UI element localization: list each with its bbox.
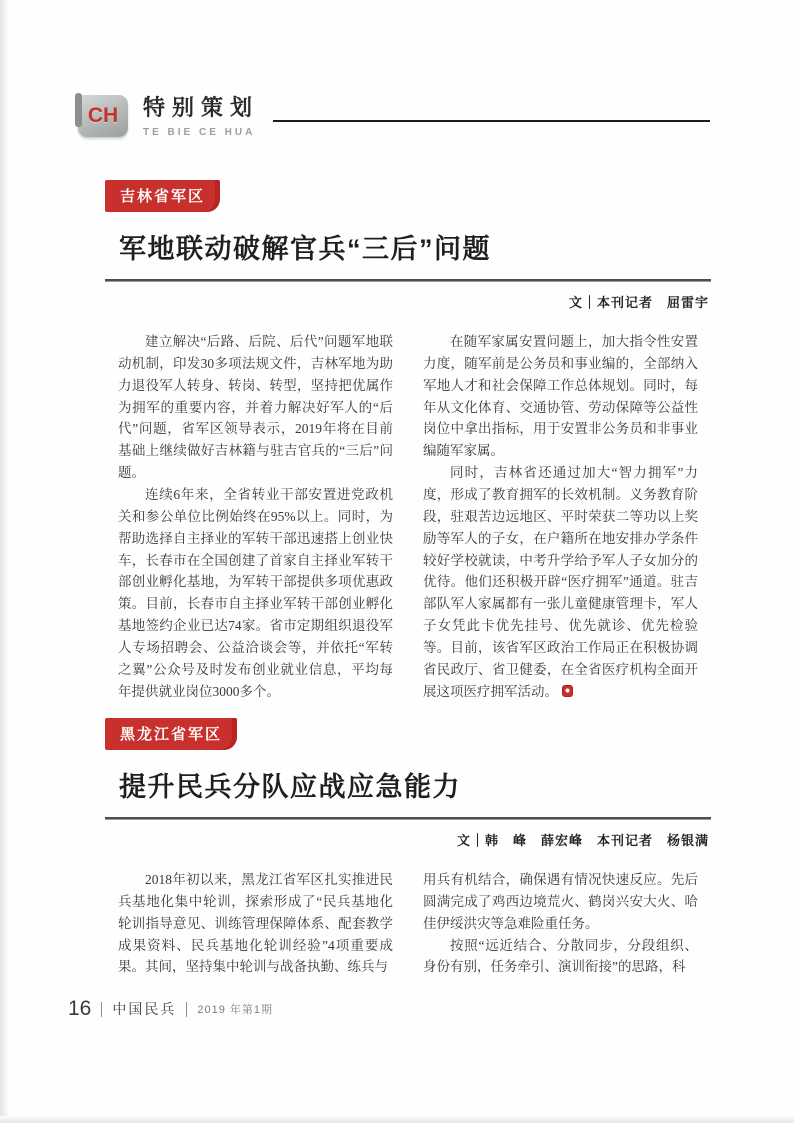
article-jilin [105, 180, 711, 703]
article-title: 提升民兵分队应战应急能力 [119, 772, 461, 802]
footer-divider [101, 1002, 102, 1017]
section-subtitle: TE BIE CE HUA [143, 127, 256, 139]
paragraph: 2018年初以来，黑龙江省军区扎实推进民兵基地化集中轮训，探索形成了“民兵基地化轮训指导意见、训练管理保障体系、配套教学成果资料、民兵基地化轮训经验”4项重要成果。其间，坚持集中轮训与战备执勤、练兵与 [118, 872, 393, 975]
title-divider [105, 817, 711, 820]
header-rule-line [273, 120, 710, 122]
page-number: 16 [68, 997, 92, 1020]
paragraph: 在随军家属安置问题上，加大指令性安置力度，随军前是公务员和事业编的，全部纳入军地人才和社会保障工作总体规划。同时，每年从文化体育、交通协管、劳动保障等公益性岗位中拿出指标，用于安置非公务员和非事业编随军家属。 [423, 334, 698, 459]
region-badge: 吉林省军区 [105, 180, 220, 212]
article2-column-left [118, 869, 393, 978]
section-header-text [143, 95, 259, 138]
paragraph: 建立解决“后路、后院、后代”问题军地联动机制，印发30多项法规文件，吉林军地为助力退役军人转身、转岗、转型，坚持把优属作为拥军的重要内容，并着力解决好军人的“后代”问题，省军区领导表示，2019年将在目前基础上继续做好吉林籍与驻吉官兵的“三后”问题。 [118, 334, 393, 481]
paragraph: 按照“远近结合、分散同步，分段组织、身份有别，任务牵引、演训衔接”的思路，科 [423, 937, 698, 975]
article-title: 军地联动破解官兵“三后”问题 [119, 234, 491, 264]
article1-column-right [423, 331, 698, 703]
logo-text: CH [87, 104, 119, 127]
article1-column-left [118, 331, 393, 703]
issue-label: 2019 年第1期 [197, 1004, 274, 1016]
paragraph-text: 同时，吉林省还通过加大“智力拥军”力度，形成了教育拥军的长效机制。义务教育阶段，驻艰苦边远地区、平时荣获二等功以上奖励等军人的子女，在户籍所在地安排办学条件较好学校就读，中考升学给予军人子女加分的优待。他们还积极开辟“医疗拥军”通道。驻吉部队军人家属都有一张儿童健康管理卡，军人子女凭此卡优先挂号、优先就诊、优先检验等。目前，该省军区政治工作局正在积极协调省民政厅、省卫健委，在全省医疗机构全面开展这项医疗拥军活动。 [423, 465, 698, 699]
paragraph: 用兵有机结合，确保遇有情况快速反应。先后圆满完成了鸡西边境荒火、鹤岗兴安大火、哈佳伊绥洪灾等急难险重任务。 [423, 872, 698, 931]
region-badge: 黑龙江省军区 [105, 718, 237, 750]
page-footer [68, 997, 273, 1021]
magazine-logo [78, 95, 128, 137]
section-title: 特别策划 [143, 95, 260, 120]
article-heilongjiang [105, 718, 711, 978]
article2-column-right [423, 869, 698, 978]
paragraph [423, 462, 698, 702]
article-body [105, 869, 711, 978]
section-header [78, 95, 710, 138]
article-end-icon [562, 685, 573, 697]
magazine-name: 中国民兵 [112, 1001, 177, 1017]
footer-divider [186, 1002, 187, 1017]
paragraph: 连续6年来，全省转业干部安置进党政机关和参公单位比例始终在95%以上。同时，为帮助选择自主择业的军转干部迅速搭上创业快车，长春市在全国创建了首家自主择业军转干部创业孵化基地，为军转干部提供多项优惠政策。目前，长春市自主择业军转干部创业孵化基地签约企业已达74家。省市定期组织退役军人专场招聘会、公益洽谈会等，并依托“军转之翼”公众号及时发布创业就业信息，平均每年提供就业岗位3000多个。 [118, 487, 393, 699]
byline: 文｜本刊记者 屈雷宇 [568, 295, 709, 310]
article-body [105, 331, 711, 703]
byline: 文｜韩 峰 薛宏峰 本刊记者 杨银满 [456, 833, 709, 848]
title-divider [105, 279, 711, 282]
